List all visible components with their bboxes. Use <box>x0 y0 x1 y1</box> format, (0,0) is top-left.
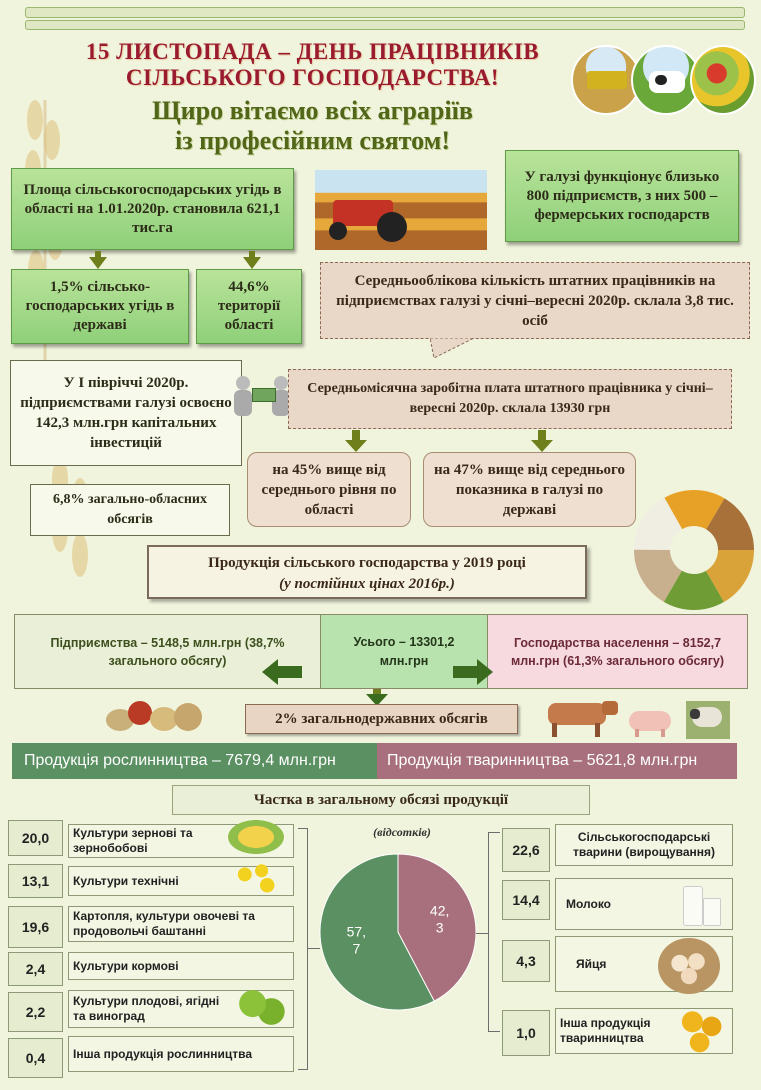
production-title: Продукція сільського господарства у 2019 році <box>208 555 526 571</box>
eggs-icon <box>658 938 720 994</box>
produce-donut-image <box>634 490 754 610</box>
state-share-box <box>245 704 518 734</box>
livestock-production-bar: Продукція тваринництва – 5621,8 млн.грн <box>377 743 737 779</box>
crop-item-label: Картопля, культури овочеві та продовольчі баштанні <box>68 906 294 942</box>
crop-item-value: 13,1 <box>8 864 63 898</box>
state-share-text: 2% загальнодержавних обсягів <box>275 710 488 727</box>
corn-icon <box>228 820 284 854</box>
handshake-icon <box>232 372 292 422</box>
enterprises-box <box>505 150 739 242</box>
salary-above-region-text: на 45% вище від середнього рівня по області <box>261 461 397 518</box>
honeycomb-icon <box>678 1008 726 1054</box>
enterprises-production-text: Підприємства – 5148,5 млн.грн (38,7% загального обсягу) <box>50 635 285 668</box>
arrow-down-icon <box>345 440 367 452</box>
arrow-down-icon <box>243 257 261 269</box>
salary-box <box>288 369 732 429</box>
rapeseed-flower-icon <box>228 860 284 896</box>
tractor-image <box>315 170 487 250</box>
pig-icon <box>625 707 677 737</box>
workers-box <box>320 262 750 339</box>
total-production-text: Усього – 13301,2 млн.грн <box>353 634 455 668</box>
households-production-text: Господарства населення – 8152,7 млн.грн (61,3% загального обсягу) <box>510 635 725 668</box>
arrow-down-icon <box>89 257 107 269</box>
sheep-icon <box>686 701 730 739</box>
milk-icon <box>675 882 725 928</box>
page-title-line1: 15 ЛИСТОПАДА – ДЕНЬ ПРАЦІВНИКІВ <box>85 39 540 64</box>
greeting-line1: Щиро вітаємо всіх аграріїв <box>152 96 473 125</box>
right-bracket-connector <box>476 933 488 934</box>
livestock-item-label: Яйця <box>555 936 733 992</box>
unit-label: (відсотків) <box>373 825 431 839</box>
investment-box <box>10 360 242 466</box>
share-title: Частка в загальному обсязі продукції <box>253 791 509 808</box>
crop-item-value: 20,0 <box>8 820 63 856</box>
investment-text: У І півріччі 2020р. підприємствами галузі освоєно 142,3 млн.грн капітальних інвестицій <box>20 375 232 451</box>
greeting-line2: із професійним святом! <box>175 126 450 155</box>
livestock-item-value: 4,3 <box>502 940 550 982</box>
livestock-item-label: Молоко <box>555 878 733 930</box>
production-row <box>14 614 748 689</box>
investment-share-text: 6,8% загально-обласних обсягів <box>53 492 207 527</box>
top-bar-1 <box>25 7 745 18</box>
livestock-item-value: 1,0 <box>502 1010 550 1056</box>
livestock-item-value: 22,6 <box>502 828 550 872</box>
crop-item-value: 2,4 <box>8 952 63 986</box>
livestock-item-label: Сільськогосподарські тварини (вирощування) <box>555 824 733 866</box>
apples-icon <box>236 986 288 1030</box>
livestock-item-label: Інша продукція тваринництва <box>555 1008 733 1054</box>
crop-item-label: Культури плодові, ягідні та виноград <box>68 990 294 1028</box>
top-bar-2 <box>25 20 745 30</box>
right-bracket <box>488 832 500 1032</box>
crop-production-bar: Продукція рослинництва – 7679,4 млн.грн <box>12 743 377 779</box>
salary-above-state-box <box>423 452 636 527</box>
livestock-list <box>500 820 740 1080</box>
pie-data-label: 42, 3 <box>429 902 450 936</box>
area-share-state-box <box>11 269 189 344</box>
area-share-region-box <box>196 269 302 344</box>
area-share-state-text: 1,5% сільсько-господарських угідь в державі <box>25 279 175 333</box>
page-title-line2: СІЛЬСЬКОГО ГОСПОДАРСТВА! <box>125 65 500 90</box>
salary-above-state-text: на 47% вище від середнього показника в галузі по державі <box>434 461 625 518</box>
speech-tail <box>430 338 480 360</box>
crop-item-value: 19,6 <box>8 906 63 948</box>
pie-data-label: 57, 7 <box>346 923 367 957</box>
left-bracket <box>298 828 308 1070</box>
salary-text: Середньомісячна заробітна плата штатного працівника у січні–вересні 2020р. склала 13930 грн <box>307 381 713 416</box>
salary-above-region-box <box>247 452 411 527</box>
crop-item-label: Культури технічні <box>68 866 294 896</box>
production-title-box <box>147 545 587 599</box>
crop-item-label: Інша продукція рослинництва <box>68 1036 294 1072</box>
crop-item-value: 2,2 <box>8 992 63 1032</box>
production-subtitle: (у постійних цінах 2016р.) <box>279 576 455 592</box>
crop-list <box>8 820 298 1080</box>
vegetables-basket-image <box>106 695 206 737</box>
area-main-box <box>11 168 294 250</box>
investment-share-box <box>30 484 230 536</box>
area-main-text: Площа сільськогосподарських угідь в області на 1.01.2020р. становила 621,1 тис.га <box>23 181 282 236</box>
crop-item-value: 0,4 <box>8 1038 63 1078</box>
workers-text: Середньооблікова кількість штатних працівників на підприємствах галузі у січні–вересні 2020р. склала 3,8 тис. осіб <box>336 272 734 329</box>
cow-icon <box>540 697 620 737</box>
arrow-left-icon <box>262 659 302 685</box>
arrow-right-icon <box>453 659 493 685</box>
crop-item-label: Культури кормові <box>68 952 294 980</box>
share-pie-chart <box>318 852 478 1012</box>
arrow-stem-3 <box>352 430 360 440</box>
crop-item-label: Культури зернові та зернобобові <box>68 824 294 858</box>
share-title-box <box>172 785 590 815</box>
households-production-cell <box>488 615 747 688</box>
arrow-down-icon <box>531 440 553 452</box>
arrow-stem-4 <box>538 430 546 440</box>
left-bracket-connector <box>308 948 320 949</box>
area-share-region-text: 44,6% території області <box>217 279 281 333</box>
enterprises-text: У галузі функціонує близько 800 підприємств, з них 500 – фермерських господарств <box>524 168 720 223</box>
vegetables-image <box>690 45 756 115</box>
livestock-item-value: 14,4 <box>502 880 550 920</box>
